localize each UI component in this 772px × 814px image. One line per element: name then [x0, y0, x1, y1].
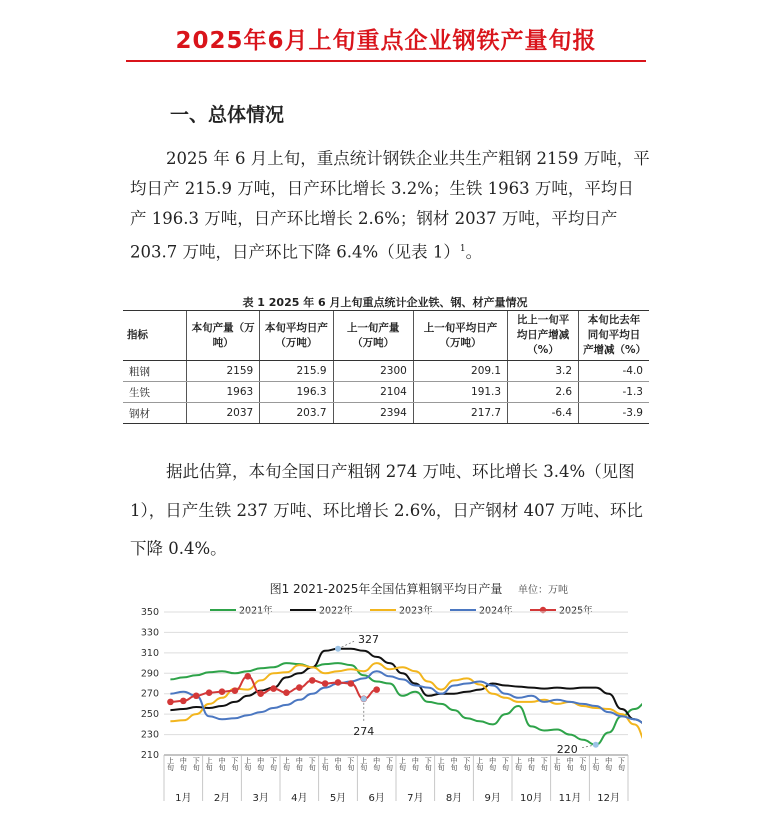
month-label: 9月 [484, 793, 501, 804]
month-label: 8月 [445, 793, 463, 804]
table-cell: 1963 [186, 382, 259, 403]
data-point [309, 677, 316, 684]
data-point [244, 673, 251, 680]
y-tick-label: 210 [140, 750, 159, 761]
annotation-marker [335, 646, 341, 652]
month-label: 3月 [252, 793, 269, 804]
data-point [232, 687, 239, 694]
table-cell: 2394 [333, 403, 413, 424]
table-cell: 2104 [333, 382, 413, 403]
x-tick-label: 上旬 [166, 757, 175, 771]
table-header-cell: 比上一旬平均日产增减（%） [508, 311, 579, 361]
x-tick-label: 中旬 [604, 757, 613, 771]
y-tick-label: 270 [140, 688, 159, 700]
x-tick-label: 中旬 [334, 757, 342, 771]
x-tick-label: 上旬 [591, 757, 600, 771]
table-cell: 生铁 [123, 382, 186, 403]
legend-label: 2023年 [399, 605, 433, 617]
chart-unit-label: 单位：万吨 [518, 585, 568, 596]
y-tick-label: 230 [140, 729, 159, 741]
x-tick-label: 中旬 [295, 757, 304, 771]
production-table [123, 310, 649, 424]
x-tick-label: 下旬 [230, 757, 239, 771]
x-tick-label: 下旬 [501, 757, 510, 771]
data-point [257, 690, 264, 697]
annotation-label: 274 [353, 724, 375, 738]
y-tick-label: 250 [140, 709, 159, 721]
month-label: 12月 [597, 793, 621, 804]
y-tick-label: 290 [140, 668, 159, 680]
footnote-marker: 1 [459, 244, 466, 254]
x-tick-label: 下旬 [617, 757, 626, 771]
table-cell: 217.7 [413, 403, 507, 424]
table-cell: 209.1 [413, 361, 507, 382]
y-tick-label: 350 [140, 607, 159, 618]
x-tick-label: 中旬 [411, 757, 420, 771]
table-header-cell: 本旬平均日产（万吨） [260, 311, 333, 361]
month-label: 2月 [213, 793, 231, 804]
data-point [270, 685, 277, 692]
data-point [180, 698, 187, 705]
table-cell: 203.7 [260, 403, 333, 424]
table-cell: 钢材 [123, 403, 186, 424]
table-header-cell: 上一旬产量（万吨） [333, 311, 413, 361]
x-tick-label: 上旬 [437, 757, 446, 771]
x-tick-label: 上旬 [321, 757, 330, 771]
data-point [193, 692, 200, 699]
data-point [348, 680, 355, 687]
paragraph-estimate: 据此估算，本旬全国日产粗钢 274 万吨、环比增长 3.4%（见图 1），日产生铁 237 万吨、环比增长 2.6%，日产钢材 407 万吨、环比下降 0.4%。 [130, 462, 643, 558]
paragraph-summary-end: 。 [465, 242, 483, 262]
table-row [123, 403, 649, 424]
x-tick-label: 中旬 [566, 757, 574, 771]
table-cell: 3.2 [508, 361, 579, 382]
legend-label: 2022年 [319, 605, 353, 617]
x-tick-label: 中旬 [527, 757, 536, 771]
table-cell: 2037 [186, 403, 259, 424]
x-tick-label: 中旬 [372, 757, 381, 771]
month-label: 11月 [558, 793, 582, 804]
month-label: 6月 [368, 793, 385, 804]
table-cell: -1.3 [579, 382, 649, 403]
paragraph-summary-text: 2025 年 6 月上旬，重点统计钢铁企业共生产粗钢 2159 万吨，平均日产 215.9 万吨，日产环比增长 3.2%；生铁 1963 万吨，平均日产 196.3 万吨，日产环比增长 2.6%；钢材 2037 万吨，平均日产 203.7 万吨，日产环比下降 6.4%（见表 1） [130, 149, 650, 262]
x-tick-label: 上旬 [243, 757, 252, 771]
x-tick-label: 上旬 [398, 757, 407, 771]
month-label: 1月 [175, 793, 192, 804]
x-tick-label: 中旬 [218, 757, 226, 771]
data-point [296, 684, 303, 691]
table-cell: -6.4 [508, 403, 579, 424]
x-tick-label: 上旬 [553, 757, 562, 771]
data-point [206, 689, 213, 696]
x-tick-label: 下旬 [192, 757, 201, 771]
annotation-label: 327 [358, 632, 379, 646]
table-cell: 196.3 [260, 382, 333, 403]
table-header-cell: 指标 [123, 311, 186, 361]
annotation-marker [361, 696, 367, 702]
table-row [123, 382, 649, 403]
x-tick-label: 上旬 [282, 757, 291, 771]
chart-title: 图1 2021-2025年全国估算粗钢平均日产量 [269, 582, 503, 596]
annotation-label: 220 [556, 742, 578, 756]
legend-label: 2024年 [479, 605, 513, 617]
x-tick-label: 上旬 [475, 757, 484, 771]
x-tick-label: 中旬 [179, 757, 188, 771]
legend-label: 2025年 [559, 605, 593, 617]
data-point [373, 686, 380, 693]
x-tick-label: 下旬 [346, 757, 355, 771]
x-tick-label: 上旬 [359, 757, 368, 771]
table-caption: 表 1 2025 年 6 月上旬重点统计企业铁、钢、材产量情况 [242, 296, 528, 309]
x-tick-label: 上旬 [205, 757, 214, 771]
page-title: 2025年6月上旬重点企业钢铁产量旬报 [175, 28, 597, 54]
x-tick-label: 下旬 [462, 757, 471, 771]
month-label: 5月 [329, 793, 347, 804]
table-cell: 2159 [186, 361, 259, 382]
x-tick-label: 中旬 [450, 757, 458, 771]
y-tick-label: 330 [140, 627, 159, 639]
month-label: 10月 [519, 793, 543, 804]
table-cell: 2.6 [508, 382, 579, 403]
section-heading: 一、总体情况 [170, 104, 285, 126]
table-header-row [123, 311, 649, 361]
production-line-chart [130, 575, 642, 811]
x-tick-label: 中旬 [488, 757, 497, 771]
data-point [167, 699, 174, 706]
month-label: 4月 [291, 793, 308, 804]
table-cell: -3.9 [579, 403, 649, 424]
y-tick-label: 310 [140, 647, 159, 659]
data-point [322, 680, 329, 687]
x-tick-label: 下旬 [424, 757, 433, 771]
table-cell: 粗钢 [123, 361, 186, 382]
x-tick-label: 下旬 [308, 757, 317, 771]
table-cell: 191.3 [413, 382, 507, 403]
data-point [335, 679, 342, 686]
x-tick-label: 下旬 [385, 757, 394, 771]
month-label: 7月 [407, 793, 424, 804]
annotation-marker [593, 742, 599, 748]
series-line-2022 [170, 649, 642, 725]
table-header-cell: 本旬产量（万吨） [186, 311, 259, 361]
data-point [283, 689, 290, 696]
title-rule [126, 60, 646, 62]
x-tick-label: 上旬 [514, 757, 523, 771]
legend-label: 2021年 [239, 605, 273, 617]
x-tick-label: 中旬 [256, 757, 265, 771]
table-row [123, 361, 649, 382]
table-cell: -4.0 [579, 361, 649, 382]
paragraph-summary [130, 144, 650, 268]
table-header-cell: 上一旬平均日产（万吨） [413, 311, 507, 361]
table-cell: 215.9 [260, 361, 333, 382]
table-cell: 2300 [333, 361, 413, 382]
x-tick-label: 下旬 [269, 757, 278, 771]
data-point [219, 688, 226, 695]
table-header-cell: 本旬比去年同旬平均日产增减（%） [579, 311, 649, 361]
x-tick-label: 下旬 [578, 757, 587, 771]
x-tick-label: 下旬 [540, 757, 549, 771]
